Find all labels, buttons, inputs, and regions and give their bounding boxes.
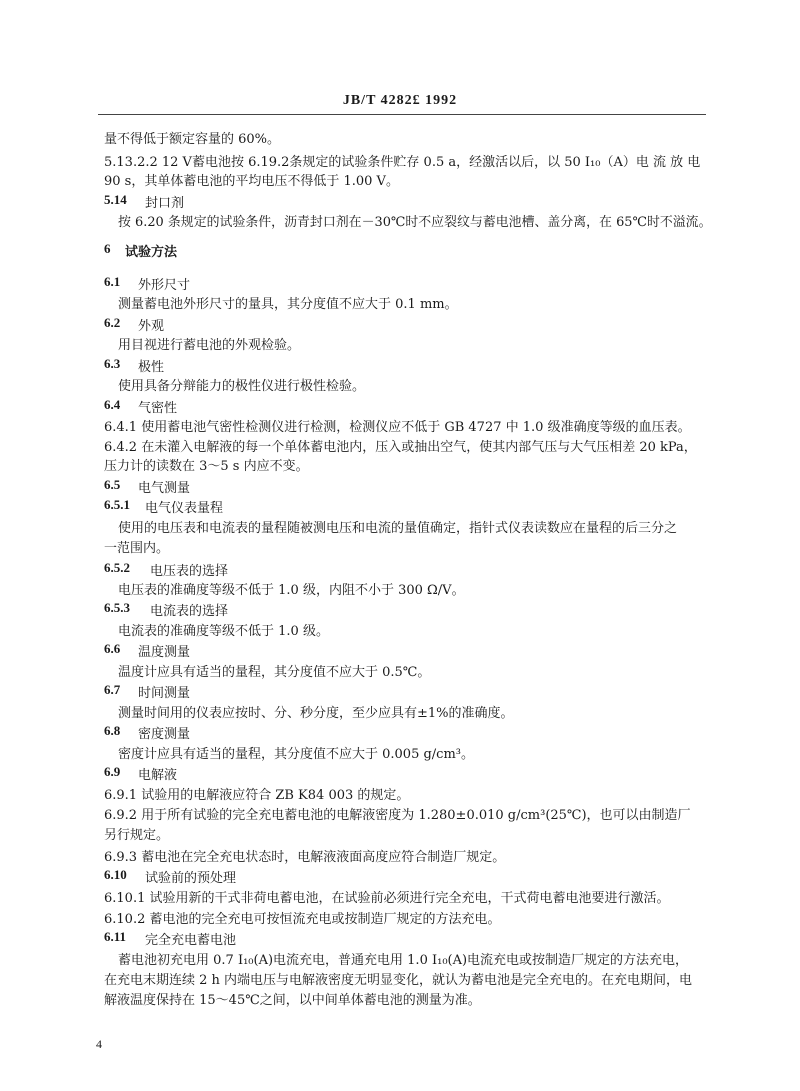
clause-title: 时间测量	[138, 686, 191, 701]
clause-title: 电解液	[138, 768, 178, 783]
text-line: 一范围内。	[104, 541, 170, 556]
page-number: 4	[96, 1037, 102, 1051]
text-line: 另行规定。	[104, 828, 170, 843]
section-title: 试验方法	[125, 245, 178, 260]
clause-6-9-2: 6.9.2 用于所有试验的完全充电蓄电池的电解液密度为 1.280±0.010 g/cm³(25℃)，也可以由制造厂	[104, 808, 691, 823]
clause-title: 外观	[138, 319, 165, 334]
clause-title: 完全充电蓄电池	[145, 933, 237, 948]
clause-number: 6.6	[104, 641, 121, 656]
clause-number: 6.7	[104, 682, 121, 697]
clause-number: 6.8	[104, 723, 121, 738]
clause-number: 6.1	[104, 274, 121, 289]
clause-number: 6.2	[104, 315, 121, 330]
text-line: 解液温度保持在 15～45℃之间，以中间单体蓄电池的测量为准。	[104, 993, 481, 1008]
clause-number: 6.5.3	[104, 600, 130, 615]
clause-title: 密度测量	[138, 727, 191, 742]
clause-title: 气密性	[138, 401, 178, 416]
text-line: 用目视进行蓄电池的外观检验。	[118, 338, 301, 353]
clause-number: 6.5	[104, 477, 121, 492]
text-line: 使用的电压表和电流表的量程随被测电压和电流的量值确定，指针式仪表读数应在量程的后三分之	[118, 521, 678, 536]
clause-6-4-1: 6.4.1 使用蓄电池气密性检测仪进行检测，检测仪应不低于 GB 4727 中 1.0 级准确度等级的血压表。	[104, 420, 691, 435]
clause-title: 封口剂	[145, 196, 185, 211]
text-line: 温度计应具有适当的量程，其分度值不应大于 0.5℃。	[118, 665, 431, 680]
clause-number: 6.9	[104, 764, 121, 779]
text-line: 90 s，其单体蓄电池的平均电压不得低于 1.00 V。	[104, 174, 399, 189]
text-line: 在充电末期连续 2 h 内端电压与电解液密度无明显变化，就认为蓄电池是完全充电的。在充电期间，电	[104, 973, 693, 988]
header-rule	[98, 114, 706, 115]
section-number: 6	[104, 241, 111, 256]
text-line: 测量蓄电池外形尺寸的量具，其分度值不应大于 0.1 mm。	[118, 297, 458, 312]
text-line: 压力计的读数在 3～5 s 内应不变。	[104, 459, 309, 474]
text-line: 电压表的准确度等级不低于 1.0 级，内阻不小于 300 Ω/V。	[118, 583, 465, 598]
clause-number: 5.14	[104, 192, 127, 207]
text-line: 蓄电池初充电用 0.7 I₁₀(A)电流充电，普通充电用 1.0 I₁₀(A)电流充电或按制造厂规定的方法充电，	[118, 953, 689, 968]
clause-title: 电气仪表量程	[145, 501, 224, 516]
clause-number: 6.3	[104, 356, 121, 371]
clause-title: 温度测量	[138, 645, 191, 660]
clause-title: 电压表的选择	[150, 564, 229, 579]
clause-number: 6.4	[104, 397, 121, 412]
text-line: 电流表的准确度等级不低于 1.0 级。	[118, 624, 329, 639]
clause-number: 6.5.2	[104, 560, 130, 575]
clause-title: 试验前的预处理	[145, 871, 237, 886]
text-line: 按 6.20 条规定的试验条件，沥青封口剂在－30℃时不应裂纹与蓄电池槽、盖分离，在 65℃时不溢流。	[118, 215, 712, 230]
clause-6-9-3: 6.9.3 蓄电池在完全充电状态时，电解液液面高度应符合制造厂规定。	[104, 850, 506, 865]
text-line: 量不得低于额定容量的 60%。	[104, 132, 281, 147]
clause-6-10-1: 6.10.1 试验用新的干式非荷电蓄电池，在试验前必须进行完全充电，干式荷电蓄电池要进行激活。	[104, 891, 670, 906]
clause-number: 6.10	[104, 867, 127, 882]
clause-6-4-2: 6.4.2 在未灌入电解液的每一个单体蓄电池内，压入或抽出空气，使其内部气压与大气压相差 20 kPa，	[104, 440, 697, 455]
clause-title: 电流表的选择	[150, 604, 229, 619]
clause-title: 电气测量	[138, 481, 191, 496]
text-line: 测量时间用的仪表应按时、分、秒分度，至少应具有±1%的准确度。	[118, 706, 514, 721]
clause-6-10-2: 6.10.2 蓄电池的完全充电可按恒流充电或按制造厂规定的方法充电。	[104, 912, 501, 927]
clause-title: 外形尺寸	[138, 278, 191, 293]
clause-6-9-1: 6.9.1 试验用的电解液应符合 ZB K84 003 的规定。	[104, 788, 410, 803]
text-line: 使用具备分辩能力的极性仪进行极性检验。	[118, 379, 366, 394]
clause-number: 6.11	[104, 929, 127, 944]
text-line: 密度计应具有适当的量程，其分度值不应大于 0.005 g/cm³。	[118, 747, 475, 762]
standard-code-header: JB/T 4282£ 1992	[342, 93, 458, 108]
clause-title: 极性	[138, 360, 165, 375]
clause-5-13-2-2: 5.13.2.2 12 V蓄电池按 6.19.2条规定的试验条件贮存 0.5 a，经激活以后，以 50 I₁₀（A）电 流 放 电	[104, 155, 701, 170]
clause-number: 6.5.1	[104, 497, 130, 512]
